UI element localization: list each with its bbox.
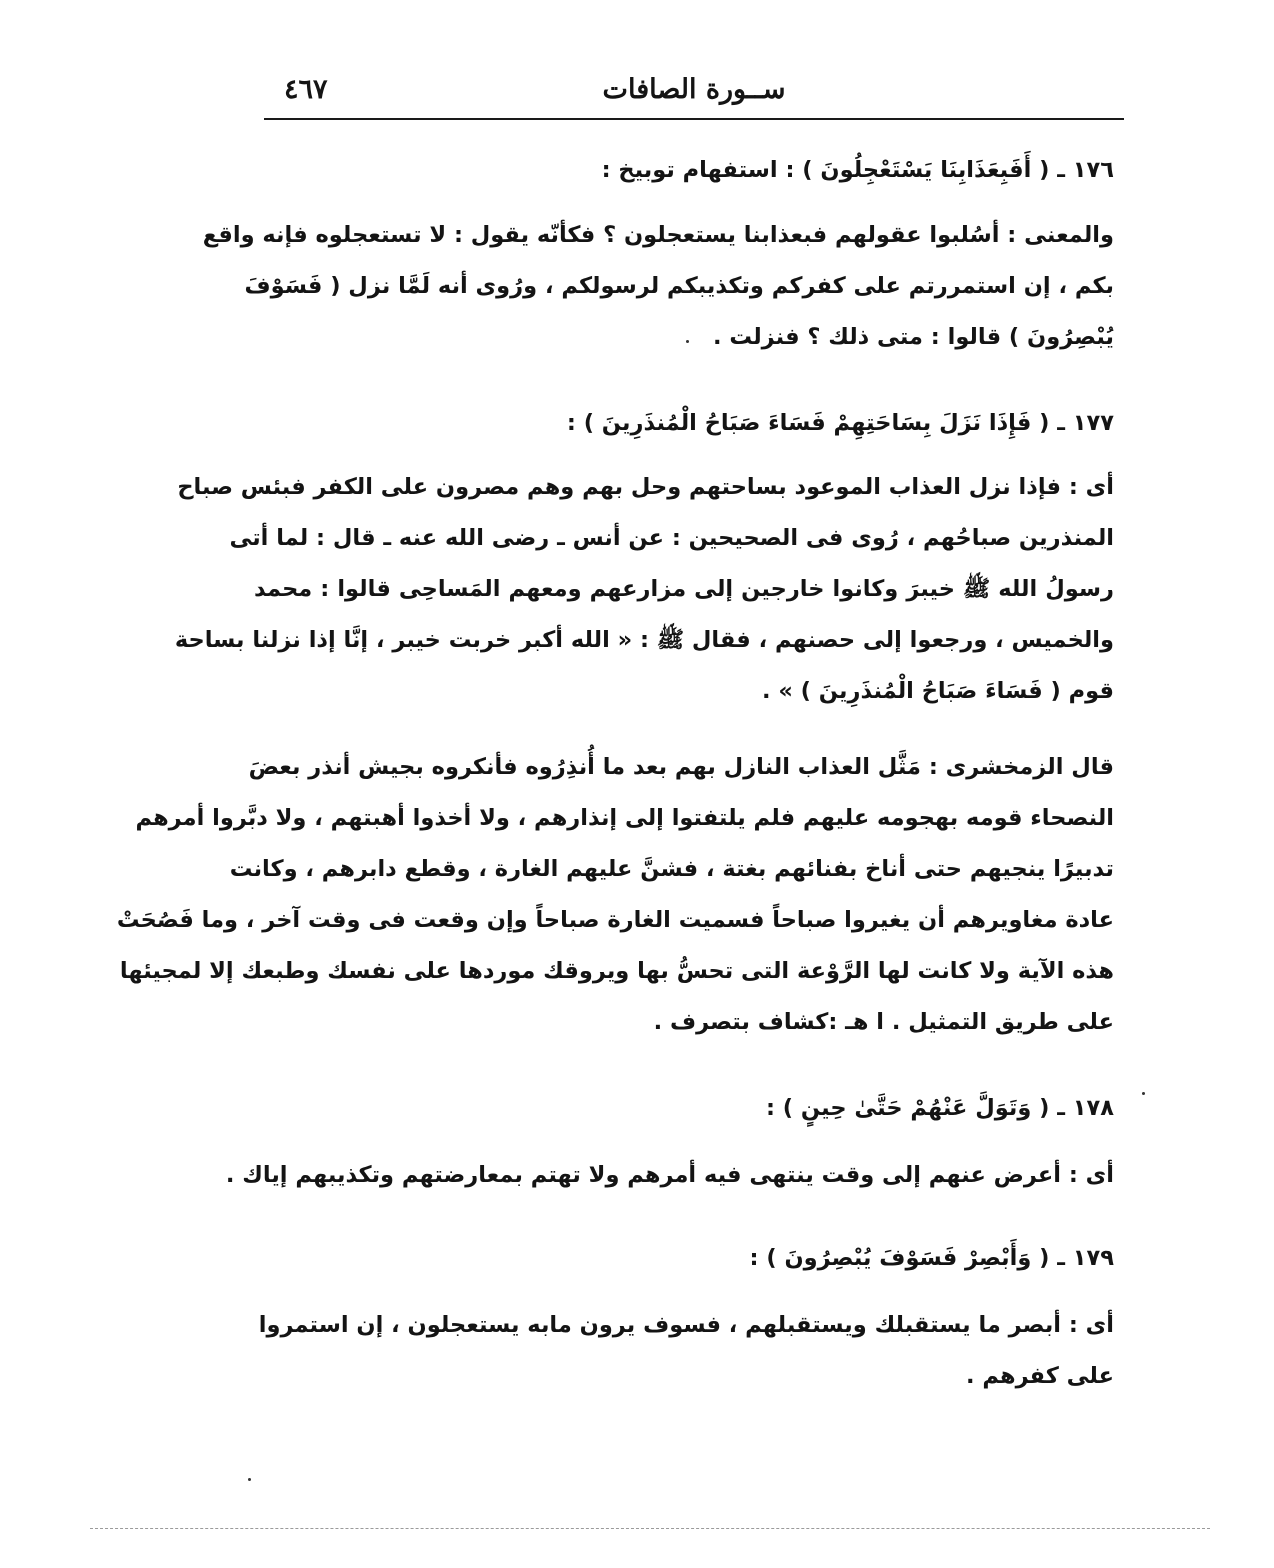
verse-179-commentary xyxy=(258,1300,1114,1402)
text-line: قال الزمخشرى : مَثَّل العذاب النازل بهم بعد ما أُنذِرُوه فأنكروه بجيش أنذر بعضَ xyxy=(248,754,1114,780)
text-line: والمعنى : أسُلبوا عقولهم فبعذابنا يستعجلون ؟ فكأنّه يقول : لا تستعجلوه فإنه واقع xyxy=(202,222,1114,248)
text-line: المنذرين صباحُهم ، رُوى فى الصحيحين : عن أنس ـ رضى الله عنه ـ قال : لما أتى xyxy=(229,525,1114,551)
text-line: النصحاء قومه بهجومه عليهم فلم يلتفتوا إلى إنذارهم ، ولا أخذوا أهبتهم ، ولا دبَّروا أمرهم xyxy=(135,805,1114,831)
text-line: بكم ، إن استمررتم على كفركم وتكذيبكم لرسولكم ، ورُوى أنه لَمَّا نزل ( فَسَوْفَ xyxy=(244,273,1114,299)
text-line: هذه الآية ولا كانت لها الرَّوْعة التى تحسُّ بها ويروقك موردها على نفسك وطبعك إلا لمجيئها xyxy=(119,958,1114,984)
verse-179-heading: ١٧٩ ـ ( وَأَبْصِرْ فَسَوْفَ يُبْصِرُونَ ) : xyxy=(749,1245,1114,1271)
zamakhshari-quote xyxy=(116,742,1114,1048)
verse-177-commentary xyxy=(174,462,1114,717)
text-line: أى : فإذا نزل العذاب الموعود بساحتهم وحل بهم وهم مصرون على الكفر فبئس صباح xyxy=(177,474,1114,500)
verse-176-heading: ١٧٦ ـ ( أَفَبِعَذَابِنَا يَسْتَعْجِلُونَ ) : استفهام توبيخ : xyxy=(601,157,1114,183)
text-line: رسولُ الله ﷺ خيبرَ وكانوا خارجين إلى مزارعهم ومعهم المَساحِى قالوا : محمد xyxy=(254,576,1114,602)
text-line: على طريق التمثيل . ا هـ :كشاف بتصرف . xyxy=(653,1009,1114,1035)
page-number: ٤٦٧ xyxy=(284,74,328,105)
verse-178-commentary xyxy=(225,1150,1114,1201)
header-rule xyxy=(264,118,1124,120)
verse-178-heading: ١٧٨ ـ ( وَتَوَلَّ عَنْهُمْ حَتَّىٰ حِينٍ ) : xyxy=(765,1095,1114,1121)
text-line: أى : أبصر ما يستقبلك ويستقبلهم ، فسوف يرون مابه يستعجلون ، إن استمروا xyxy=(258,1312,1114,1338)
text-line: تدبيرًا ينجيهم حتى أناخ بفنائهم بغتة ، فشنَّ عليهم الغارة ، وقطع دابرهم ، وكانت xyxy=(229,856,1114,882)
text-line: على كفرهم . xyxy=(965,1363,1114,1389)
text-line: قوم ( فَسَاءَ صَبَاحُ الْمُنذَرِينَ ) » . xyxy=(761,678,1114,704)
footer-rule xyxy=(90,1528,1210,1529)
text-line: والخميس ، ورجعوا إلى حصنهم ، فقال ﷺ : « الله أكبر خربت خيبر ، إنَّا إذا نزلنا بساحة xyxy=(174,627,1114,653)
text-line: أى : أعرض عنهم إلى وقت ينتهى فيه أمرهم ولا تهتم بمعارضتهم وتكذيبهم إياك . xyxy=(225,1162,1114,1188)
verse-177-heading: ١٧٧ ـ ( فَإِذَا نَزَلَ بِسَاحَتِهِمْ فَسَاءَ صَبَاحُ الْمُنذَرِينَ ) : xyxy=(566,410,1114,436)
surah-title: ســورة الصافات xyxy=(602,74,786,105)
text-line: عادة مغاويرهم أن يغيروا صباحاً فسميت الغارة صباحاً وإن وقعت فى وقت آخر ، وما فَصُحَتْ xyxy=(116,907,1114,933)
text-line: يُبْصِرُونَ ) قالوا : متى ذلك ؟ فنزلت . xyxy=(713,324,1114,350)
scan-speck xyxy=(686,340,689,343)
page-header xyxy=(264,70,1124,114)
scan-speck xyxy=(248,1478,251,1481)
scan-speck xyxy=(1142,1092,1145,1095)
verse-176-commentary xyxy=(202,210,1114,363)
